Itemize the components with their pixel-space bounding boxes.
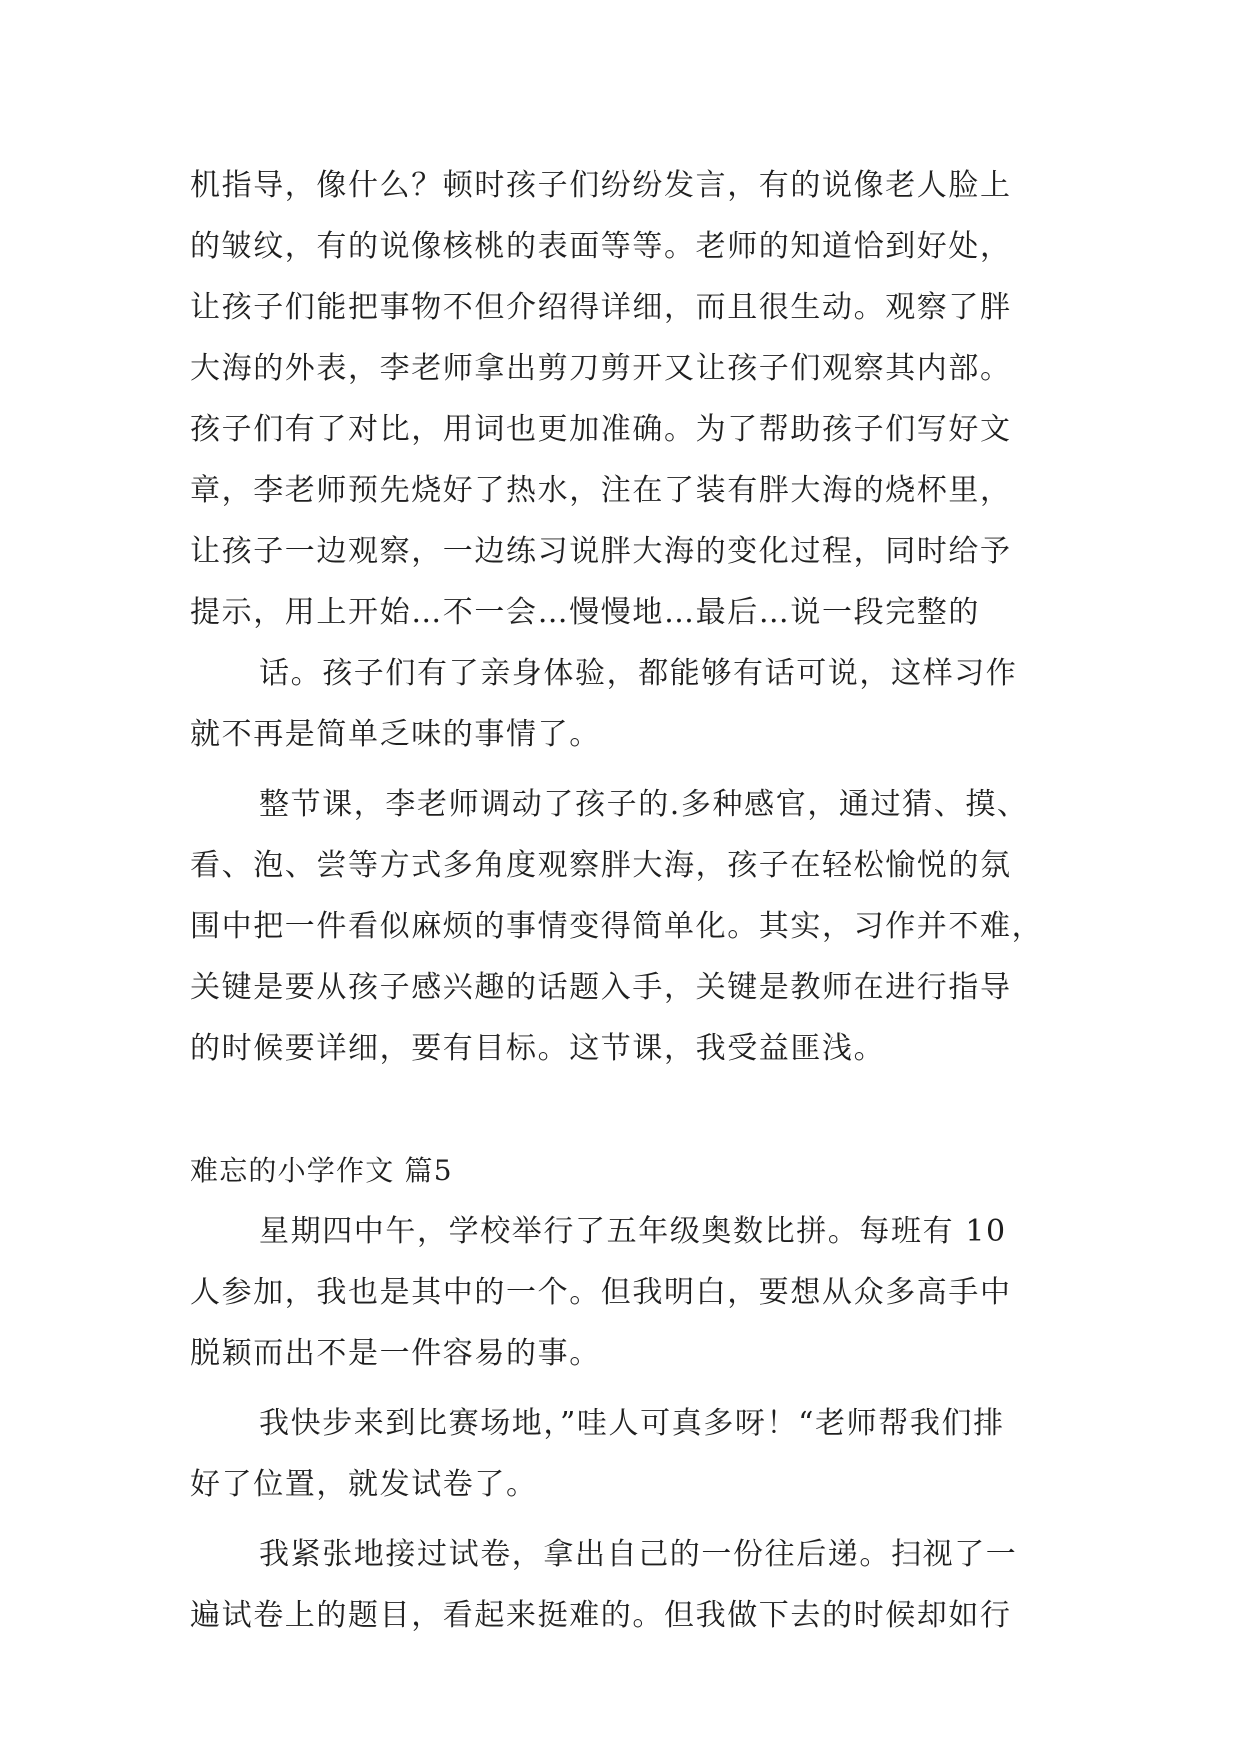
paragraph-2 [190,643,1060,765]
text-line: 围中把一件看似麻烦的事情变得简单化。其实，习作并不难， [190,909,1044,944]
text-line: 整节课，李老师调动了孩子的.多种感官，通过猜、摸、 [259,787,1029,822]
text-line: 看、泡、尝等方式多角度观察胖大海，孩子在轻松愉悦的氛 [190,848,1012,883]
paragraph-3 [190,774,1060,1079]
section-heading: 难忘的小学作文 篇5 [190,1154,453,1187]
text-line: 话。孩子们有了亲身体验，都能够有话可说，这样习作 [259,656,1018,691]
paragraph-4 [190,1201,1060,1384]
text-line: 的皱纹，有的说像核桃的表面等等。老师的知道恰到好处， [190,229,1012,264]
text-line: 孩子们有了对比，用词也更加准确。为了帮助孩子们写好文 [190,412,1012,447]
text-line: 遍试卷上的题目，看起来挺难的。但我做下去的时候却如行 [190,1598,1012,1633]
text-line: 就不再是简单乏味的事情了。 [190,717,601,752]
text-line: 脱颖而出不是一件容易的事。 [190,1336,601,1371]
text-line: 的时候要详细，要有目标。这节课，我受益匪浅。 [190,1031,886,1066]
text-line: 提示，用上开始…不一会…慢慢地…最后…说一段完整的 [190,595,980,630]
paragraph-1 [190,155,1060,643]
paragraph-6 [190,1524,1060,1646]
document-body [190,155,1060,1646]
text-line: 关键是要从孩子感兴趣的话题入手，关键是教师在进行指导 [190,970,1012,1005]
text-line: 机指导，像什么？顿时孩子们纷纷发言，有的说像老人脸上 [190,168,1012,203]
text-line: 星期四中午，学校举行了五年级奥数比拼。每班有 10 [259,1214,1007,1249]
text-line: 好了位置，就发试卷了。 [190,1467,538,1502]
text-line: 人参加，我也是其中的一个。但我明白，要想从众多高手中 [190,1275,1012,1310]
text-line: 大海的外表，李老师拿出剪刀剪开又让孩子们观察其内部。 [190,351,1012,386]
text-line: 让孩子们能把事物不但介绍得详细，而且很生动。观察了胖 [190,290,1012,325]
paragraph-5 [190,1393,1060,1515]
text-line: 我紧张地接过试卷，拿出自己的一份往后递。扫视了一 [259,1537,1018,1572]
text-line: 我快步来到比赛场地，”哇人可真多呀！“老师帮我们排 [259,1406,1005,1441]
text-line: 让孩子一边观察，一边练习说胖大海的变化过程，同时给予 [190,534,1012,569]
text-line: 章，李老师预先烧好了热水，注在了装有胖大海的烧杯里， [190,473,1012,508]
